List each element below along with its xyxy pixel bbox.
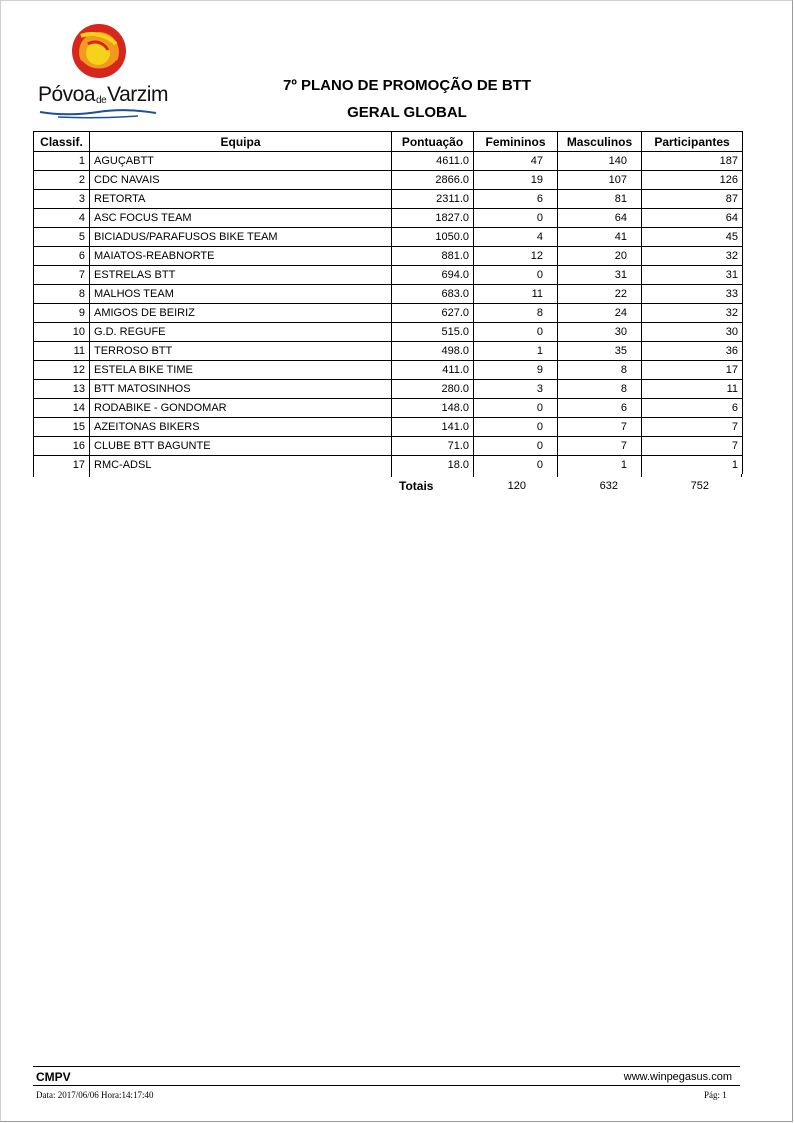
cell-masculinos: 41 xyxy=(558,228,642,247)
cell-masculinos: 64 xyxy=(558,209,642,228)
cell-femininos: 4 xyxy=(474,228,558,247)
cell-pontuacao: 4611.0 xyxy=(392,152,474,171)
report-subtitle: GERAL GLOBAL xyxy=(347,104,467,121)
cell-classif: 1 xyxy=(34,152,90,171)
cell-pontuacao: 71.0 xyxy=(392,437,474,456)
cell-pontuacao: 141.0 xyxy=(392,418,474,437)
cell-classif: 16 xyxy=(34,437,90,456)
cell-pontuacao: 881.0 xyxy=(392,247,474,266)
cell-participantes: 64 xyxy=(642,209,743,228)
cell-equipa: RETORTA xyxy=(90,190,392,209)
cell-equipa: BICIADUS/PARAFUSOS BIKE TEAM xyxy=(90,228,392,247)
cell-classif: 13 xyxy=(34,380,90,399)
cell-participantes: 30 xyxy=(642,323,743,342)
cell-pontuacao: 627.0 xyxy=(392,304,474,323)
cell-masculinos: 1 xyxy=(558,456,642,475)
cell-masculinos: 140 xyxy=(558,152,642,171)
cell-equipa: ESTELA BIKE TIME xyxy=(90,361,392,380)
cell-masculinos: 22 xyxy=(558,285,642,304)
footer-date: Data: 2017/06/06 Hora:14:17:40 xyxy=(36,1090,154,1100)
header-masculinos: Masculinos xyxy=(558,132,642,152)
cell-masculinos: 7 xyxy=(558,437,642,456)
cell-classif: 5 xyxy=(34,228,90,247)
cell-classif: 8 xyxy=(34,285,90,304)
cell-pontuacao: 18.0 xyxy=(392,456,474,475)
table-row xyxy=(34,285,743,304)
cell-classif: 17 xyxy=(34,456,90,475)
cell-masculinos: 35 xyxy=(558,342,642,361)
footer-divider-top xyxy=(33,1066,740,1067)
cell-pontuacao: 411.0 xyxy=(392,361,474,380)
cell-classif: 7 xyxy=(34,266,90,285)
table-row xyxy=(34,247,743,266)
header-femininos: Femininos xyxy=(474,132,558,152)
cell-participantes: 32 xyxy=(642,247,743,266)
cell-participantes: 187 xyxy=(642,152,743,171)
table-row xyxy=(34,380,743,399)
cell-pontuacao: 1827.0 xyxy=(392,209,474,228)
table-row xyxy=(34,152,743,171)
cell-masculinos: 30 xyxy=(558,323,642,342)
cell-equipa: RODABIKE - GONDOMAR xyxy=(90,399,392,418)
cell-pontuacao: 515.0 xyxy=(392,323,474,342)
cell-pontuacao: 2311.0 xyxy=(392,190,474,209)
cell-participantes: 17 xyxy=(642,361,743,380)
cell-pontuacao: 1050.0 xyxy=(392,228,474,247)
cell-femininos: 12 xyxy=(474,247,558,266)
cell-equipa: AGUÇABTT xyxy=(90,152,392,171)
header-classif: Classif. xyxy=(34,132,90,152)
cell-femininos: 19 xyxy=(474,171,558,190)
cell-pontuacao: 2866.0 xyxy=(392,171,474,190)
cell-pontuacao: 148.0 xyxy=(392,399,474,418)
results-table xyxy=(33,131,743,474)
cell-femininos: 0 xyxy=(474,399,558,418)
totals-participantes: 752 xyxy=(690,480,709,492)
cell-pontuacao: 683.0 xyxy=(392,285,474,304)
cell-classif: 2 xyxy=(34,171,90,190)
cell-equipa: CDC NAVAIS xyxy=(90,171,392,190)
table-row xyxy=(34,418,743,437)
cell-masculinos: 81 xyxy=(558,190,642,209)
cell-femininos: 0 xyxy=(474,323,558,342)
cell-masculinos: 8 xyxy=(558,361,642,380)
footer-website: www.winpegasus.com xyxy=(623,1071,732,1083)
cell-pontuacao: 694.0 xyxy=(392,266,474,285)
cell-equipa: MALHOS TEAM xyxy=(90,285,392,304)
cell-classif: 14 xyxy=(34,399,90,418)
logo-wordmark: PóvoadeVarzim xyxy=(38,83,168,106)
cell-classif: 12 xyxy=(34,361,90,380)
cell-femininos: 0 xyxy=(474,456,558,475)
cell-participantes: 32 xyxy=(642,304,743,323)
cell-participantes: 7 xyxy=(642,418,743,437)
cell-participantes: 7 xyxy=(642,437,743,456)
cell-classif: 3 xyxy=(34,190,90,209)
cell-participantes: 11 xyxy=(642,380,743,399)
cell-equipa: TERROSO BTT xyxy=(90,342,392,361)
table-row xyxy=(34,228,743,247)
cell-classif: 11 xyxy=(34,342,90,361)
report-title: 7º PLANO DE PROMOÇÃO DE BTT xyxy=(283,77,531,94)
totals-masculinos: 632 xyxy=(599,480,618,492)
table-row xyxy=(34,209,743,228)
cell-equipa: RMC-ADSL xyxy=(90,456,392,475)
table-header-row xyxy=(34,132,743,152)
povoa-de-varzim-logo xyxy=(36,22,168,122)
cell-femininos: 8 xyxy=(474,304,558,323)
cell-pontuacao: 498.0 xyxy=(392,342,474,361)
cell-masculinos: 31 xyxy=(558,266,642,285)
cell-classif: 4 xyxy=(34,209,90,228)
header-equipa: Equipa xyxy=(90,132,392,152)
cell-femininos: 11 xyxy=(474,285,558,304)
table-row xyxy=(34,190,743,209)
cell-femininos: 1 xyxy=(474,342,558,361)
cell-femininos: 6 xyxy=(474,190,558,209)
cell-participantes: 31 xyxy=(642,266,743,285)
cell-participantes: 45 xyxy=(642,228,743,247)
cell-classif: 15 xyxy=(34,418,90,437)
cell-pontuacao: 280.0 xyxy=(392,380,474,399)
cell-participantes: 36 xyxy=(642,342,743,361)
cell-participantes: 87 xyxy=(642,190,743,209)
footer-divider-bottom xyxy=(33,1085,740,1086)
footer-page-number: Pág: 1 xyxy=(704,1090,727,1100)
totals-label: Totais xyxy=(399,479,434,493)
sun-emblem-icon xyxy=(36,22,160,88)
cell-equipa: CLUBE BTT BAGUNTE xyxy=(90,437,392,456)
cell-classif: 10 xyxy=(34,323,90,342)
table-row xyxy=(34,456,743,475)
header-participantes: Participantes xyxy=(642,132,743,152)
cell-femininos: 0 xyxy=(474,437,558,456)
table-row xyxy=(34,361,743,380)
waves-icon xyxy=(38,109,158,119)
cell-masculinos: 7 xyxy=(558,418,642,437)
table-row xyxy=(34,437,743,456)
cell-equipa: MAIATOS-REABNORTE xyxy=(90,247,392,266)
cell-equipa: ESTRELAS BTT xyxy=(90,266,392,285)
table-row xyxy=(34,323,743,342)
table-row xyxy=(34,266,743,285)
cell-equipa: BTT MATOSINHOS xyxy=(90,380,392,399)
cell-participantes: 126 xyxy=(642,171,743,190)
table-row xyxy=(34,304,743,323)
table-row xyxy=(34,342,743,361)
cell-femininos: 0 xyxy=(474,418,558,437)
table-row xyxy=(34,171,743,190)
cell-participantes: 1 xyxy=(642,456,743,475)
table-tail xyxy=(33,474,742,477)
header-pontuacao: Pontuação xyxy=(392,132,474,152)
footer-organization: CMPV xyxy=(36,1070,71,1084)
cell-femininos: 47 xyxy=(474,152,558,171)
cell-participantes: 6 xyxy=(642,399,743,418)
totals-femininos: 120 xyxy=(507,480,526,492)
cell-masculinos: 107 xyxy=(558,171,642,190)
cell-classif: 9 xyxy=(34,304,90,323)
cell-femininos: 9 xyxy=(474,361,558,380)
table-row xyxy=(34,399,743,418)
cell-masculinos: 24 xyxy=(558,304,642,323)
cell-femininos: 3 xyxy=(474,380,558,399)
cell-femininos: 0 xyxy=(474,266,558,285)
cell-equipa: G.D. REGUFE xyxy=(90,323,392,342)
cell-masculinos: 20 xyxy=(558,247,642,266)
cell-classif: 6 xyxy=(34,247,90,266)
cell-equipa: AZEITONAS BIKERS xyxy=(90,418,392,437)
cell-equipa: AMIGOS DE BEIRIZ xyxy=(90,304,392,323)
cell-femininos: 0 xyxy=(474,209,558,228)
cell-masculinos: 8 xyxy=(558,380,642,399)
cell-participantes: 33 xyxy=(642,285,743,304)
cell-equipa: ASC FOCUS TEAM xyxy=(90,209,392,228)
cell-masculinos: 6 xyxy=(558,399,642,418)
